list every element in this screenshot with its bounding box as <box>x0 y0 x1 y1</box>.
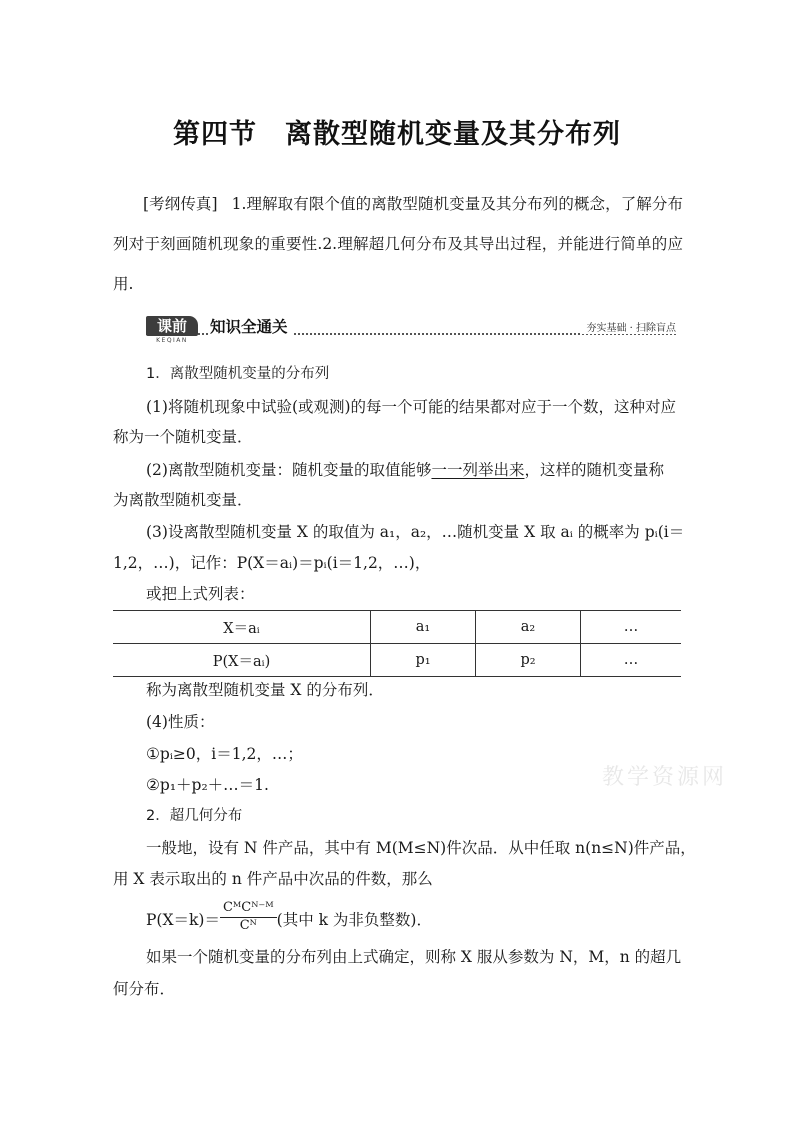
table-cell: … <box>581 644 682 677</box>
table-cell: X＝aᵢ <box>113 611 371 644</box>
s1-p1-line1: (1)将随机现象中试验(或观测)的每一个可能的结果都对应于一个数，这种对应 <box>146 398 677 416</box>
page-title: 第四节 离散型随机变量及其分布列 <box>173 119 621 150</box>
table-cell: a₁ <box>371 611 476 644</box>
s1-p2-part-a: (2)离散型随机变量：随机变量的取值能够 <box>146 461 432 479</box>
s2-line2: 用 X 表示取出的 n 件产品中次品的件数，那么 <box>113 870 433 888</box>
s1-p2-line2: 为离散型随机变量． <box>113 491 253 509</box>
table-row <box>113 611 681 644</box>
syllabus-intro <box>113 184 683 304</box>
s1-p2-line1 <box>146 458 664 480</box>
distribution-table <box>113 610 681 677</box>
s2-line4: 何分布． <box>113 980 176 998</box>
hypergeometric-formula <box>146 900 432 938</box>
s1-p1-line2: 称为一个随机变量． <box>113 428 253 446</box>
section1-heading: 1．离散型随机变量的分布列 <box>146 366 330 382</box>
formula-fraction <box>220 900 277 934</box>
formula-lhs: P(X＝k)＝ <box>146 911 220 929</box>
formula-denominator: Cᴺ <box>239 918 257 933</box>
s1-property-2: ②p₁＋p₂＋…＝1. <box>146 776 269 794</box>
table-cell: p₂ <box>476 644 581 677</box>
banner-slogan: 夯实基础 · 扫除盲点 <box>580 319 676 334</box>
table-cell: p₁ <box>371 644 476 677</box>
s1-p2-underlined-answer: 一一列举出来 <box>431 461 525 479</box>
s1-p3-line3: 或把上式列表： <box>146 585 255 603</box>
syllabus-text: 1.理解取有限个值的离散型随机变量及其分布列的概念，了解分布列对于刻画随机现象的重要性.2.理解超几何分布及其导出过程，并能进行简单的应用. <box>113 195 683 293</box>
s1-after-table: 称为离散型随机变量 X 的分布列． <box>146 681 384 699</box>
s2-line3: 如果一个随机变量的分布列由上式确定，则称 X 服从参数为 N，M，n 的超几 <box>146 948 682 966</box>
s2-line1: 一般地，设有 N 件产品，其中有 M(M≤N)件次品．从中任取 n(n≤N)件产品， <box>146 839 696 857</box>
formula-note: (其中 k 为非负整数)． <box>276 911 432 929</box>
table-cell: a₂ <box>476 611 581 644</box>
s1-p2-part-b: ，这样的随机变量称 <box>524 461 664 479</box>
s1-p3-line1: (3)设离散型随机变量 X 的取值为 a₁，a₂，…随机变量 X 取 aᵢ 的概率为 pᵢ(i＝ <box>146 523 685 541</box>
watermark: 教学资源网 <box>602 765 728 790</box>
banner-heading: 知识全通关 <box>210 315 294 337</box>
table-cell: P(X＝aᵢ) <box>113 644 371 677</box>
table-cell: … <box>581 611 682 644</box>
banner-badge: 课前 <box>146 316 198 336</box>
table-row <box>113 644 681 677</box>
banner-pinyin: KEQIAN <box>156 337 188 344</box>
section-banner <box>146 316 676 344</box>
section2-heading: 2．超几何分布 <box>146 808 243 824</box>
s1-property-1: ①pᵢ≥0，i＝1,2，…； <box>146 745 303 763</box>
s1-p3-line2: 1,2，…)，记作：P(X＝aᵢ)＝pᵢ(i＝1,2，…)， <box>113 554 431 572</box>
syllabus-tag: [考纲传真] <box>143 195 218 213</box>
formula-numerator: CᴹCᴺ⁻ᴹ <box>220 900 277 918</box>
s1-properties-label: (4)性质： <box>146 713 215 731</box>
